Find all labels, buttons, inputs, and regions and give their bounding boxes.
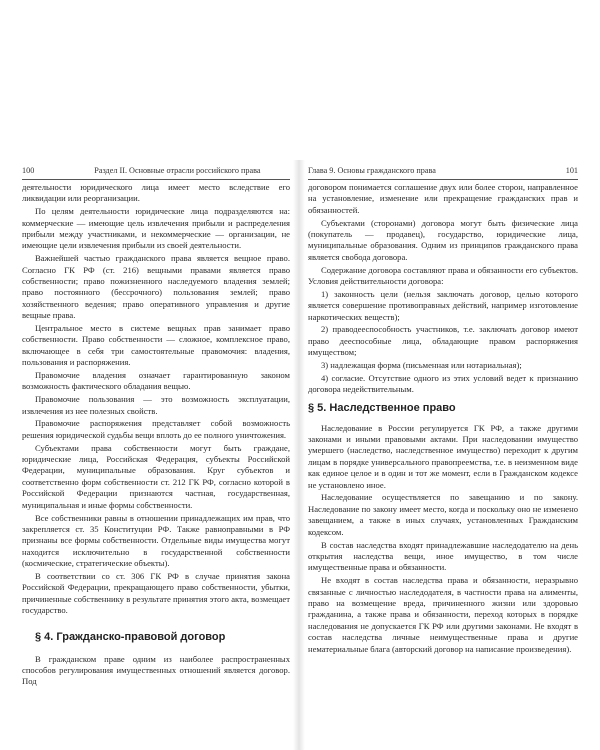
paragraph: договором понимается соглашение двух или более сторон, направленное на установление, изменение или прекращение гражданских прав и обязанностей. (308, 182, 578, 215)
section-heading: § 5. Наследственное право (308, 401, 456, 414)
paragraph: Все собственники равны в отношении принадлежащих им прав, что закрепляется ст. 35 Конституции РФ. Также равноправными в РФ признаны все формы собственности. Отдельные виды имущества могут находится исключительно в государственной собственности (космические, стратегические объекты). (22, 512, 290, 569)
page-number: 100 (22, 166, 35, 175)
list-item: 1) законность цели (нельзя заключать договор, целью которого является совершение противоправных действий, например изготовление наркотических веществ); (308, 288, 578, 322)
left-page-header (22, 166, 290, 180)
paragraph: По целям деятельности юридические лица подразделяются на: коммерческие — имеющие цель извлечения прибыли и распределения прибыли между участниками, и некоммерческие — организации, не имеющие цели извлечения прибыли из своей деятельности. (22, 206, 290, 251)
right-body-before (308, 182, 578, 396)
left-page (22, 166, 290, 689)
paragraph: Правомочие пользования — это возможность эксплуатации, извлечения из нее полезных свойств. (22, 394, 290, 416)
page-number: 101 (565, 166, 578, 175)
blank-area (0, 0, 600, 150)
paragraph: Правомочие владения означает гарантированную законом возможность фактического обладания вещью. (22, 370, 290, 392)
paragraph: В соответствии со ст. 306 ГК РФ в случае принятия закона Российской Федерации, прекращающего право собственности, убытки, причиненные собственнику в результате принятия этого акта, возмещает государство. (22, 570, 290, 616)
paragraph: Содержание договора составляют права и обязанности его субъектов. Условия действительности договора: (308, 264, 578, 287)
paragraph: деятельности юридического лица имеет место вследствие его ликвидации или реорганизации. (22, 182, 290, 204)
section-heading: § 4. Гражданско-правовой договор (35, 630, 226, 643)
right-body-after (308, 423, 578, 655)
paragraph: В состав наследства входят принадлежавшие наследодателю на день открытия наследства вещи, иное имущество, в том числе имущественные права и обязанности. (308, 539, 578, 573)
right-page-header (308, 166, 578, 180)
paragraph: Наследование осуществляется по завещанию и по закону. Наследование по закону имеет место, когда и поскольку оно не изменено завещанием, а также в иных случаях, установленных Гражданским кодексом. (308, 492, 578, 537)
paragraph: Важнейшей частью гражданского права является вещное право. Согласно ГК РФ (ст. 216) вещными правами является право собственности; право пожизненного наследуемого владения землей; право постоянного (бессрочного) пользования землей; право хозяйственного ведения; право оперативного управления и другие вещные права. (22, 253, 290, 321)
list-item: 3) надлежащая форма (письменная или нотариальная); (321, 360, 522, 371)
paragraph: Правомочие распоряжения представляет собой возможность решения юридической судьбы вещи вплоть до ее полного уничтожения. (22, 418, 290, 440)
running-title: Глава 9. Основы гражданского права (308, 166, 436, 175)
list-item: 2) праводееспособность участников, т.е. заключать договор имеют право дееспособные лица, обладающие правом распоряжения имуществом; (308, 324, 578, 358)
running-title: Раздел II. Основные отрасли российского права (94, 166, 261, 175)
right-page (308, 166, 578, 656)
list-item: 4) согласие. Отсутствие одного из этих условий ведет к признанию договора недействительным. (308, 372, 578, 395)
paragraph: Субъектами права собственности могут быть граждане, юридические лица, Российская Федерация, субъекты Российской Федерации, муниципальные образования. Круг субъектов и соответственно форм собственности ст. 212 ГК РФ, согласно которой в Российской Федерации признаются частная, государственная, муниципальная и иные формы собственности. (22, 442, 290, 510)
paragraph: Не входят в состав наследства права и обязанности, неразрывно связанные с личностью наследодателя, в частности права на алименты, право на возмещение вреда, причиненного жизни или здоровью гражданина, а также права и обязанности, переход которых в порядке наследования не допускается ГК РФ или другими законами. Не входят в состав наследства личные неимущественные права и другие нематериальные блага (авторский договор на написание произведения). (308, 575, 578, 654)
paragraph: Центральное место в системе вещных прав занимает право собственности. Право собственности — сложное, комплексное право, включающее в себя три самостоятельные правомочия: владения, пользования и распоряжения. (22, 323, 290, 368)
paragraph: В гражданском праве одним из наиболее распространенных способов регулирования имущественных отношений является договор. Под (22, 653, 290, 687)
paragraph: Наследование в России регулируется ГК РФ, а также другими законами и иными правовыми актами. При наследовании имущество умершего (наследство, наследственное имущество) переходит к другим лицам в порядке универсального правопреемства, т.е. в неизменном виде как единое целое и в один и тот же момент, если в Гражданском кодексе не установлено иное. (308, 422, 578, 490)
left-body-before (22, 182, 290, 617)
paragraph: Субъектами (сторонами) договора могут быть физические лица (покупатель — продавец), государство, юридические лица, муниципальные образования. Одним из принципов гражданского права является свобода договора. (308, 217, 578, 262)
left-body-after (22, 654, 290, 688)
book-gutter (293, 160, 305, 750)
